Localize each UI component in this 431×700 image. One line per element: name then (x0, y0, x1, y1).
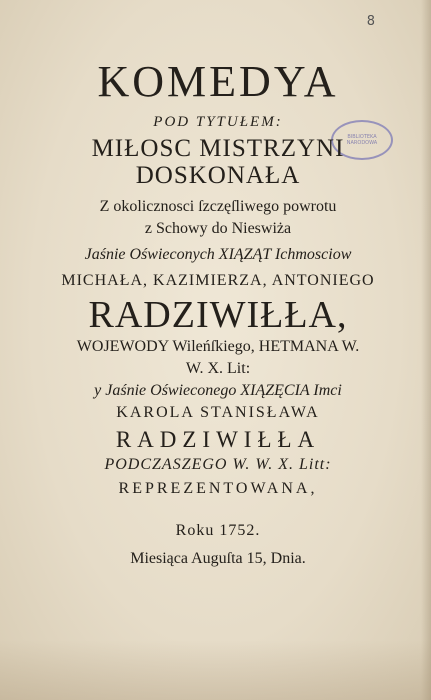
title-block (30, 58, 406, 570)
names-line-2: KAROLA STANISŁAWA (116, 404, 320, 421)
surname-line-1: RADZIWIŁŁA, (88, 294, 348, 336)
honorific-line-1: Jaśnie Oświeconych XIĄZĄT Ichmosciow (84, 246, 352, 263)
subtitle-intro: POD TYTUŁEM: (153, 114, 283, 130)
date-line: Miesiąca Auguſta 15, Dnia. (130, 550, 306, 567)
occasion-line1: Z okolicznosci ſzczęſliwego powrotu (99, 198, 337, 215)
play-title-line1: MIŁOSC MISTRZYNI (91, 135, 345, 162)
office-line-2: PODCZASZEGO W. W. X. Litt: (104, 456, 332, 473)
main-title: KOMEDYA (97, 57, 339, 106)
performed-line: REPREZENTOWANA, (118, 480, 318, 497)
honorific-line-2: y Jaśnie Oświeconego XIĄZĘCIA Imci (94, 382, 342, 399)
names-line-1: MICHAŁA, KAZIMIERZA, ANTONIEGO (61, 272, 375, 289)
stamp-text: BIBLIOTEKA NARODOWA (346, 134, 378, 146)
office-line-1-cont: W. X. Lit: (185, 360, 251, 377)
shelfmark-number: 8 (366, 14, 375, 29)
page-edge-shadow (421, 0, 431, 700)
surname-line-2: RADZIWIŁŁA (115, 427, 321, 452)
occasion-line2: z Schowy do Nieswiża (144, 220, 292, 237)
office-line-1: WOJEWODY Wileńſkiego, HETMANA W. (76, 338, 360, 355)
play-title-line2: DOSKONAŁA (135, 162, 301, 189)
page-bottom-stain (0, 640, 431, 700)
year-line: Roku 1752. (175, 522, 261, 539)
